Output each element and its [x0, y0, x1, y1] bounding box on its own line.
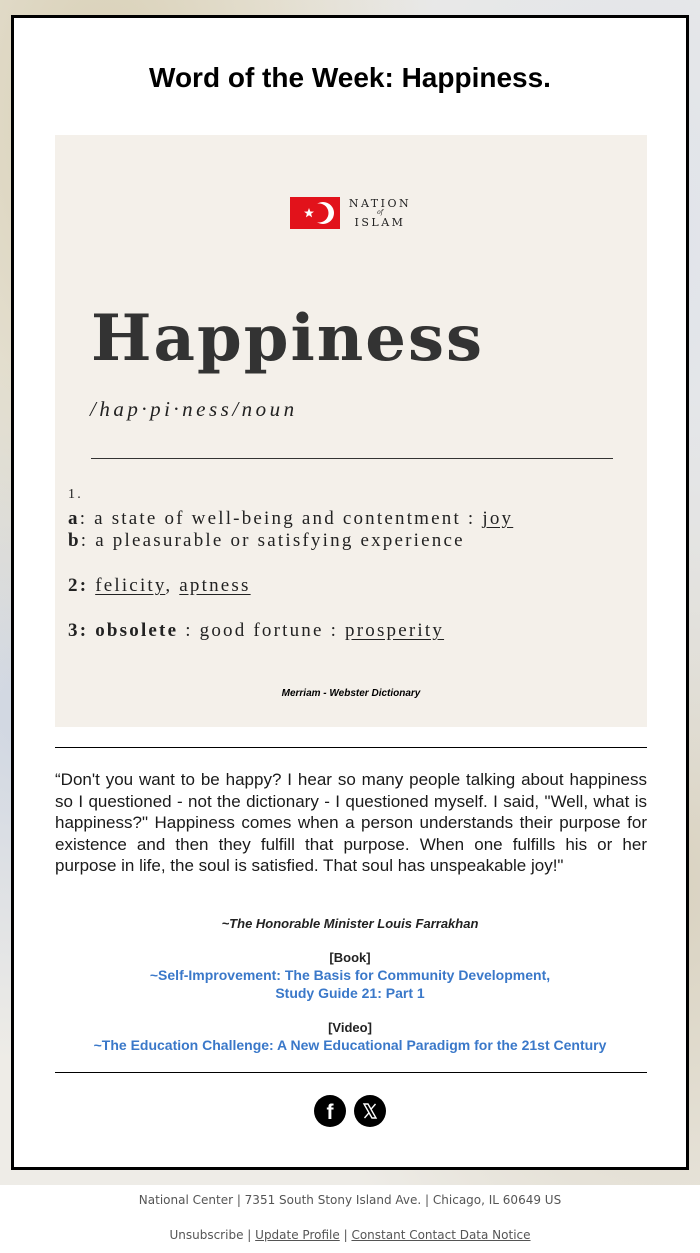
headword: Happiness: [91, 301, 485, 376]
crescent-star-flag-icon: [290, 197, 340, 229]
pronunciation: /hap·pi·ness/noun: [90, 397, 298, 421]
sense-1a-text: : a state of well-being and contentment :: [79, 508, 476, 529]
book-link[interactable]: [14, 966, 686, 1002]
facebook-icon: [314, 1095, 346, 1127]
logo-line-of: of: [377, 209, 383, 216]
sense-2: 2: felicity, aptness: [68, 575, 251, 596]
logo-line-nation: NATION: [348, 197, 412, 210]
sense-2-label: 2:: [68, 575, 89, 596]
sense-1b: [68, 530, 465, 552]
dictionary-divider: [91, 458, 613, 459]
divider-top: [55, 747, 647, 748]
book-link-line1: ~Self-Improvement: The Basis for Community Development,: [149, 967, 551, 983]
newsletter-card: [11, 15, 689, 1170]
sense-3-obsolete: obsolete: [95, 620, 179, 641]
sense-1b-text: : a pleasurable or satisfying experience: [80, 530, 465, 551]
facebook-button[interactable]: [314, 1095, 346, 1127]
logo-line-islam: ISLAM: [354, 216, 406, 229]
unsubscribe-text[interactable]: Unsubscribe: [169, 1228, 244, 1242]
sense-3-text: : good fortune :: [185, 620, 339, 641]
sense-1-number: 1.: [68, 487, 83, 502]
sense-1a: [68, 508, 513, 530]
sense-1a-label: a: [68, 508, 80, 529]
book-label: [Book]: [329, 950, 371, 965]
quote-text: “Don't you want to be happy? I hear so many people talking about happiness so I questioned - not the dictionary - I questioned myself. I said, "Well, what is happiness?" Happiness comes when a person understands their purpose for existence and then they fulfill that purpose. When one fulfills his or her purpose in life, the soul is satisfied. That soul has unspeakable joy!": [55, 770, 647, 875]
video-link[interactable]: ~The Education Challenge: A New Educational Paradigm for the 21st Century: [93, 1037, 607, 1053]
x-icon: [354, 1095, 386, 1127]
sense-1b-label: b: [68, 530, 81, 551]
dictionary-card: [55, 135, 647, 727]
x-button[interactable]: [354, 1095, 386, 1127]
update-profile-link[interactable]: Update Profile: [255, 1228, 340, 1242]
dictionary-source: Merriam - Webster Dictionary: [281, 688, 421, 699]
page-title: Word of the Week: Happiness.: [149, 62, 551, 93]
book-link-line2: Study Guide 21: Part 1: [275, 985, 425, 1001]
logo-wordmark: [342, 197, 422, 229]
footer-links: [0, 1228, 700, 1242]
sense-3: [68, 620, 444, 642]
quote-attribution: ~The Honorable Minister Louis Farrakhan: [221, 916, 479, 931]
footer-separator-2: |: [343, 1228, 348, 1242]
facebook-glyph: f: [326, 1101, 334, 1124]
data-notice-link[interactable]: Constant Contact Data Notice: [351, 1228, 531, 1242]
footer-address: National Center | 7351 South Stony Island Ave. | Chicago, IL 60649 US: [138, 1193, 562, 1207]
sense-3-label: 3:: [68, 620, 89, 641]
link-prosperity[interactable]: prosperity: [345, 620, 445, 641]
link-joy[interactable]: joy: [482, 508, 514, 529]
divider-bottom: [55, 1072, 647, 1073]
link-felicity[interactable]: felicity: [95, 575, 166, 596]
link-aptness[interactable]: aptness: [179, 575, 251, 596]
video-label: [Video]: [328, 1020, 372, 1035]
footer-separator: |: [247, 1228, 252, 1242]
